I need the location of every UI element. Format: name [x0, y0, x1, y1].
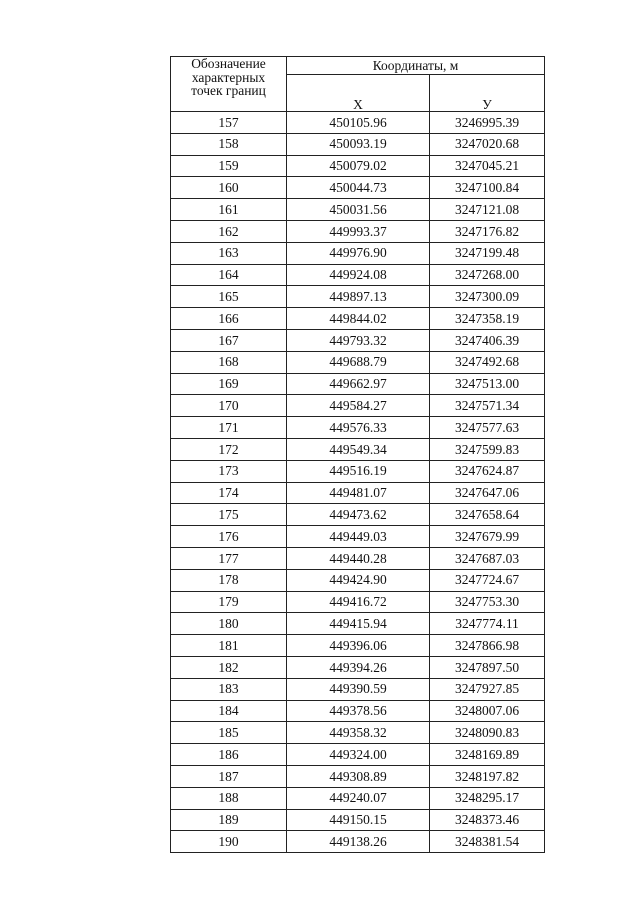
y-coordinate-cell: 3247268.00 [430, 264, 545, 286]
point-cell: 185 [171, 722, 287, 744]
coordinates-table [170, 56, 545, 853]
table-row [171, 482, 545, 504]
y-coordinate-cell: 3247753.30 [430, 591, 545, 613]
table-row [171, 155, 545, 177]
point-cell: 188 [171, 787, 287, 809]
table-row [171, 177, 545, 199]
point-cell: 183 [171, 678, 287, 700]
table-row [171, 787, 545, 809]
point-cell: 174 [171, 482, 287, 504]
x-coordinate-cell: 449324.00 [287, 744, 430, 766]
point-cell: 164 [171, 264, 287, 286]
y-coordinate-cell: 3248381.54 [430, 831, 545, 853]
table-row [171, 765, 545, 787]
y-coordinate-cell: 3247927.85 [430, 678, 545, 700]
y-coordinate-cell: 3247624.87 [430, 460, 545, 482]
table-row [171, 112, 545, 134]
y-coordinate-cell: 3247679.99 [430, 526, 545, 548]
table-row [171, 242, 545, 264]
table-row [171, 591, 545, 613]
point-cell: 189 [171, 809, 287, 831]
y-coordinate-cell: 3247647.06 [430, 482, 545, 504]
y-coordinate-cell: 3247571.34 [430, 395, 545, 417]
point-cell: 158 [171, 133, 287, 155]
y-coordinate-cell: 3248007.06 [430, 700, 545, 722]
y-coordinate-cell: 3247513.00 [430, 373, 545, 395]
x-coordinate-cell: 449924.08 [287, 264, 430, 286]
point-cell: 169 [171, 373, 287, 395]
x-coordinate-cell: 449396.06 [287, 635, 430, 657]
x-coordinate-cell: 449394.26 [287, 656, 430, 678]
table-row [171, 264, 545, 286]
x-coordinate-cell: 449378.56 [287, 700, 430, 722]
point-cell: 177 [171, 547, 287, 569]
x-coordinate-cell: 449897.13 [287, 286, 430, 308]
x-coordinate-cell: 450105.96 [287, 112, 430, 134]
table-row [171, 438, 545, 460]
point-header-line: Обозначение [191, 56, 266, 71]
y-coordinate-cell: 3247897.50 [430, 656, 545, 678]
table-row [171, 395, 545, 417]
y-coordinate-cell: 3247724.67 [430, 569, 545, 591]
x-coordinate-cell: 449481.07 [287, 482, 430, 504]
y-coordinate-cell: 3247020.68 [430, 133, 545, 155]
table-row [171, 199, 545, 221]
x-coordinate-cell: 450079.02 [287, 155, 430, 177]
point-cell: 170 [171, 395, 287, 417]
table-row [171, 831, 545, 853]
y-coordinate-cell: 3247599.83 [430, 438, 545, 460]
point-cell: 181 [171, 635, 287, 657]
table-row [171, 678, 545, 700]
table-row [171, 744, 545, 766]
point-cell: 167 [171, 329, 287, 351]
y-coordinate-cell: 3247045.21 [430, 155, 545, 177]
x-coordinate-cell: 449358.32 [287, 722, 430, 744]
table-row [171, 635, 545, 657]
y-coordinate-cell: 3247406.39 [430, 329, 545, 351]
point-cell: 168 [171, 351, 287, 373]
point-designation-header [171, 57, 287, 112]
point-cell: 187 [171, 765, 287, 787]
point-cell: 184 [171, 700, 287, 722]
point-cell: 162 [171, 220, 287, 242]
point-cell: 176 [171, 526, 287, 548]
x-column-header: X [287, 75, 430, 112]
point-cell: 163 [171, 242, 287, 264]
coordinates-group-header: Координаты, м [287, 57, 545, 75]
table-row [171, 329, 545, 351]
table-row [171, 722, 545, 744]
y-coordinate-cell: 3247774.11 [430, 613, 545, 635]
x-coordinate-cell: 449516.19 [287, 460, 430, 482]
table-row [171, 809, 545, 831]
table-row [171, 133, 545, 155]
point-cell: 165 [171, 286, 287, 308]
y-coordinate-cell: 3247300.09 [430, 286, 545, 308]
x-coordinate-cell: 449240.07 [287, 787, 430, 809]
point-cell: 172 [171, 438, 287, 460]
table-row [171, 547, 545, 569]
y-coordinate-cell: 3248197.82 [430, 765, 545, 787]
point-cell: 182 [171, 656, 287, 678]
y-column-header: У [430, 75, 545, 112]
point-cell: 157 [171, 112, 287, 134]
table-row [171, 613, 545, 635]
y-coordinate-cell: 3247121.08 [430, 199, 545, 221]
point-header-line: характерных [191, 69, 266, 85]
x-coordinate-cell: 449662.97 [287, 373, 430, 395]
table-body [171, 112, 545, 853]
x-coordinate-cell: 449308.89 [287, 765, 430, 787]
table-row [171, 286, 545, 308]
table-row [171, 351, 545, 373]
x-coordinate-cell: 449549.34 [287, 438, 430, 460]
y-coordinate-cell: 3247358.19 [430, 308, 545, 330]
x-coordinate-cell: 449449.03 [287, 526, 430, 548]
point-cell: 179 [171, 591, 287, 613]
y-coordinate-cell: 3247577.63 [430, 417, 545, 439]
y-coordinate-cell: 3247866.98 [430, 635, 545, 657]
table-row [171, 220, 545, 242]
table-row [171, 308, 545, 330]
point-cell: 171 [171, 417, 287, 439]
y-coordinate-cell: 3248090.83 [430, 722, 545, 744]
y-coordinate-cell: 3246995.39 [430, 112, 545, 134]
table-row [171, 373, 545, 395]
x-coordinate-cell: 449138.26 [287, 831, 430, 853]
y-coordinate-cell: 3247100.84 [430, 177, 545, 199]
x-coordinate-cell: 449688.79 [287, 351, 430, 373]
y-coordinate-cell: 3247687.03 [430, 547, 545, 569]
x-coordinate-cell: 449576.33 [287, 417, 430, 439]
x-coordinate-cell: 449424.90 [287, 569, 430, 591]
point-cell: 175 [171, 504, 287, 526]
point-cell: 180 [171, 613, 287, 635]
x-coordinate-cell: 450044.73 [287, 177, 430, 199]
point-cell: 190 [171, 831, 287, 853]
point-cell: 160 [171, 177, 287, 199]
x-coordinate-cell: 449440.28 [287, 547, 430, 569]
point-cell: 186 [171, 744, 287, 766]
y-coordinate-cell: 3247658.64 [430, 504, 545, 526]
table-row [171, 460, 545, 482]
point-cell: 166 [171, 308, 287, 330]
x-coordinate-cell: 449415.94 [287, 613, 430, 635]
point-cell: 159 [171, 155, 287, 177]
table-header [171, 57, 545, 112]
y-coordinate-cell: 3247492.68 [430, 351, 545, 373]
table-row [171, 526, 545, 548]
point-cell: 161 [171, 199, 287, 221]
point-cell: 173 [171, 460, 287, 482]
y-coordinate-cell: 3248169.89 [430, 744, 545, 766]
table-row [171, 700, 545, 722]
y-coordinate-cell: 3247176.82 [430, 220, 545, 242]
x-coordinate-cell: 449473.62 [287, 504, 430, 526]
table-row [171, 504, 545, 526]
table-row [171, 417, 545, 439]
x-coordinate-cell: 450093.19 [287, 133, 430, 155]
x-coordinate-cell: 450031.56 [287, 199, 430, 221]
x-coordinate-cell: 449993.37 [287, 220, 430, 242]
x-coordinate-cell: 449976.90 [287, 242, 430, 264]
x-coordinate-cell: 449793.32 [287, 329, 430, 351]
point-header-line: точек границ [191, 83, 266, 98]
table-row [171, 656, 545, 678]
point-cell: 178 [171, 569, 287, 591]
y-coordinate-cell: 3247199.48 [430, 242, 545, 264]
x-coordinate-cell: 449416.72 [287, 591, 430, 613]
y-coordinate-cell: 3248295.17 [430, 787, 545, 809]
table-row [171, 569, 545, 591]
y-coordinate-cell: 3248373.46 [430, 809, 545, 831]
x-coordinate-cell: 449844.02 [287, 308, 430, 330]
x-coordinate-cell: 449390.59 [287, 678, 430, 700]
x-coordinate-cell: 449584.27 [287, 395, 430, 417]
x-coordinate-cell: 449150.15 [287, 809, 430, 831]
